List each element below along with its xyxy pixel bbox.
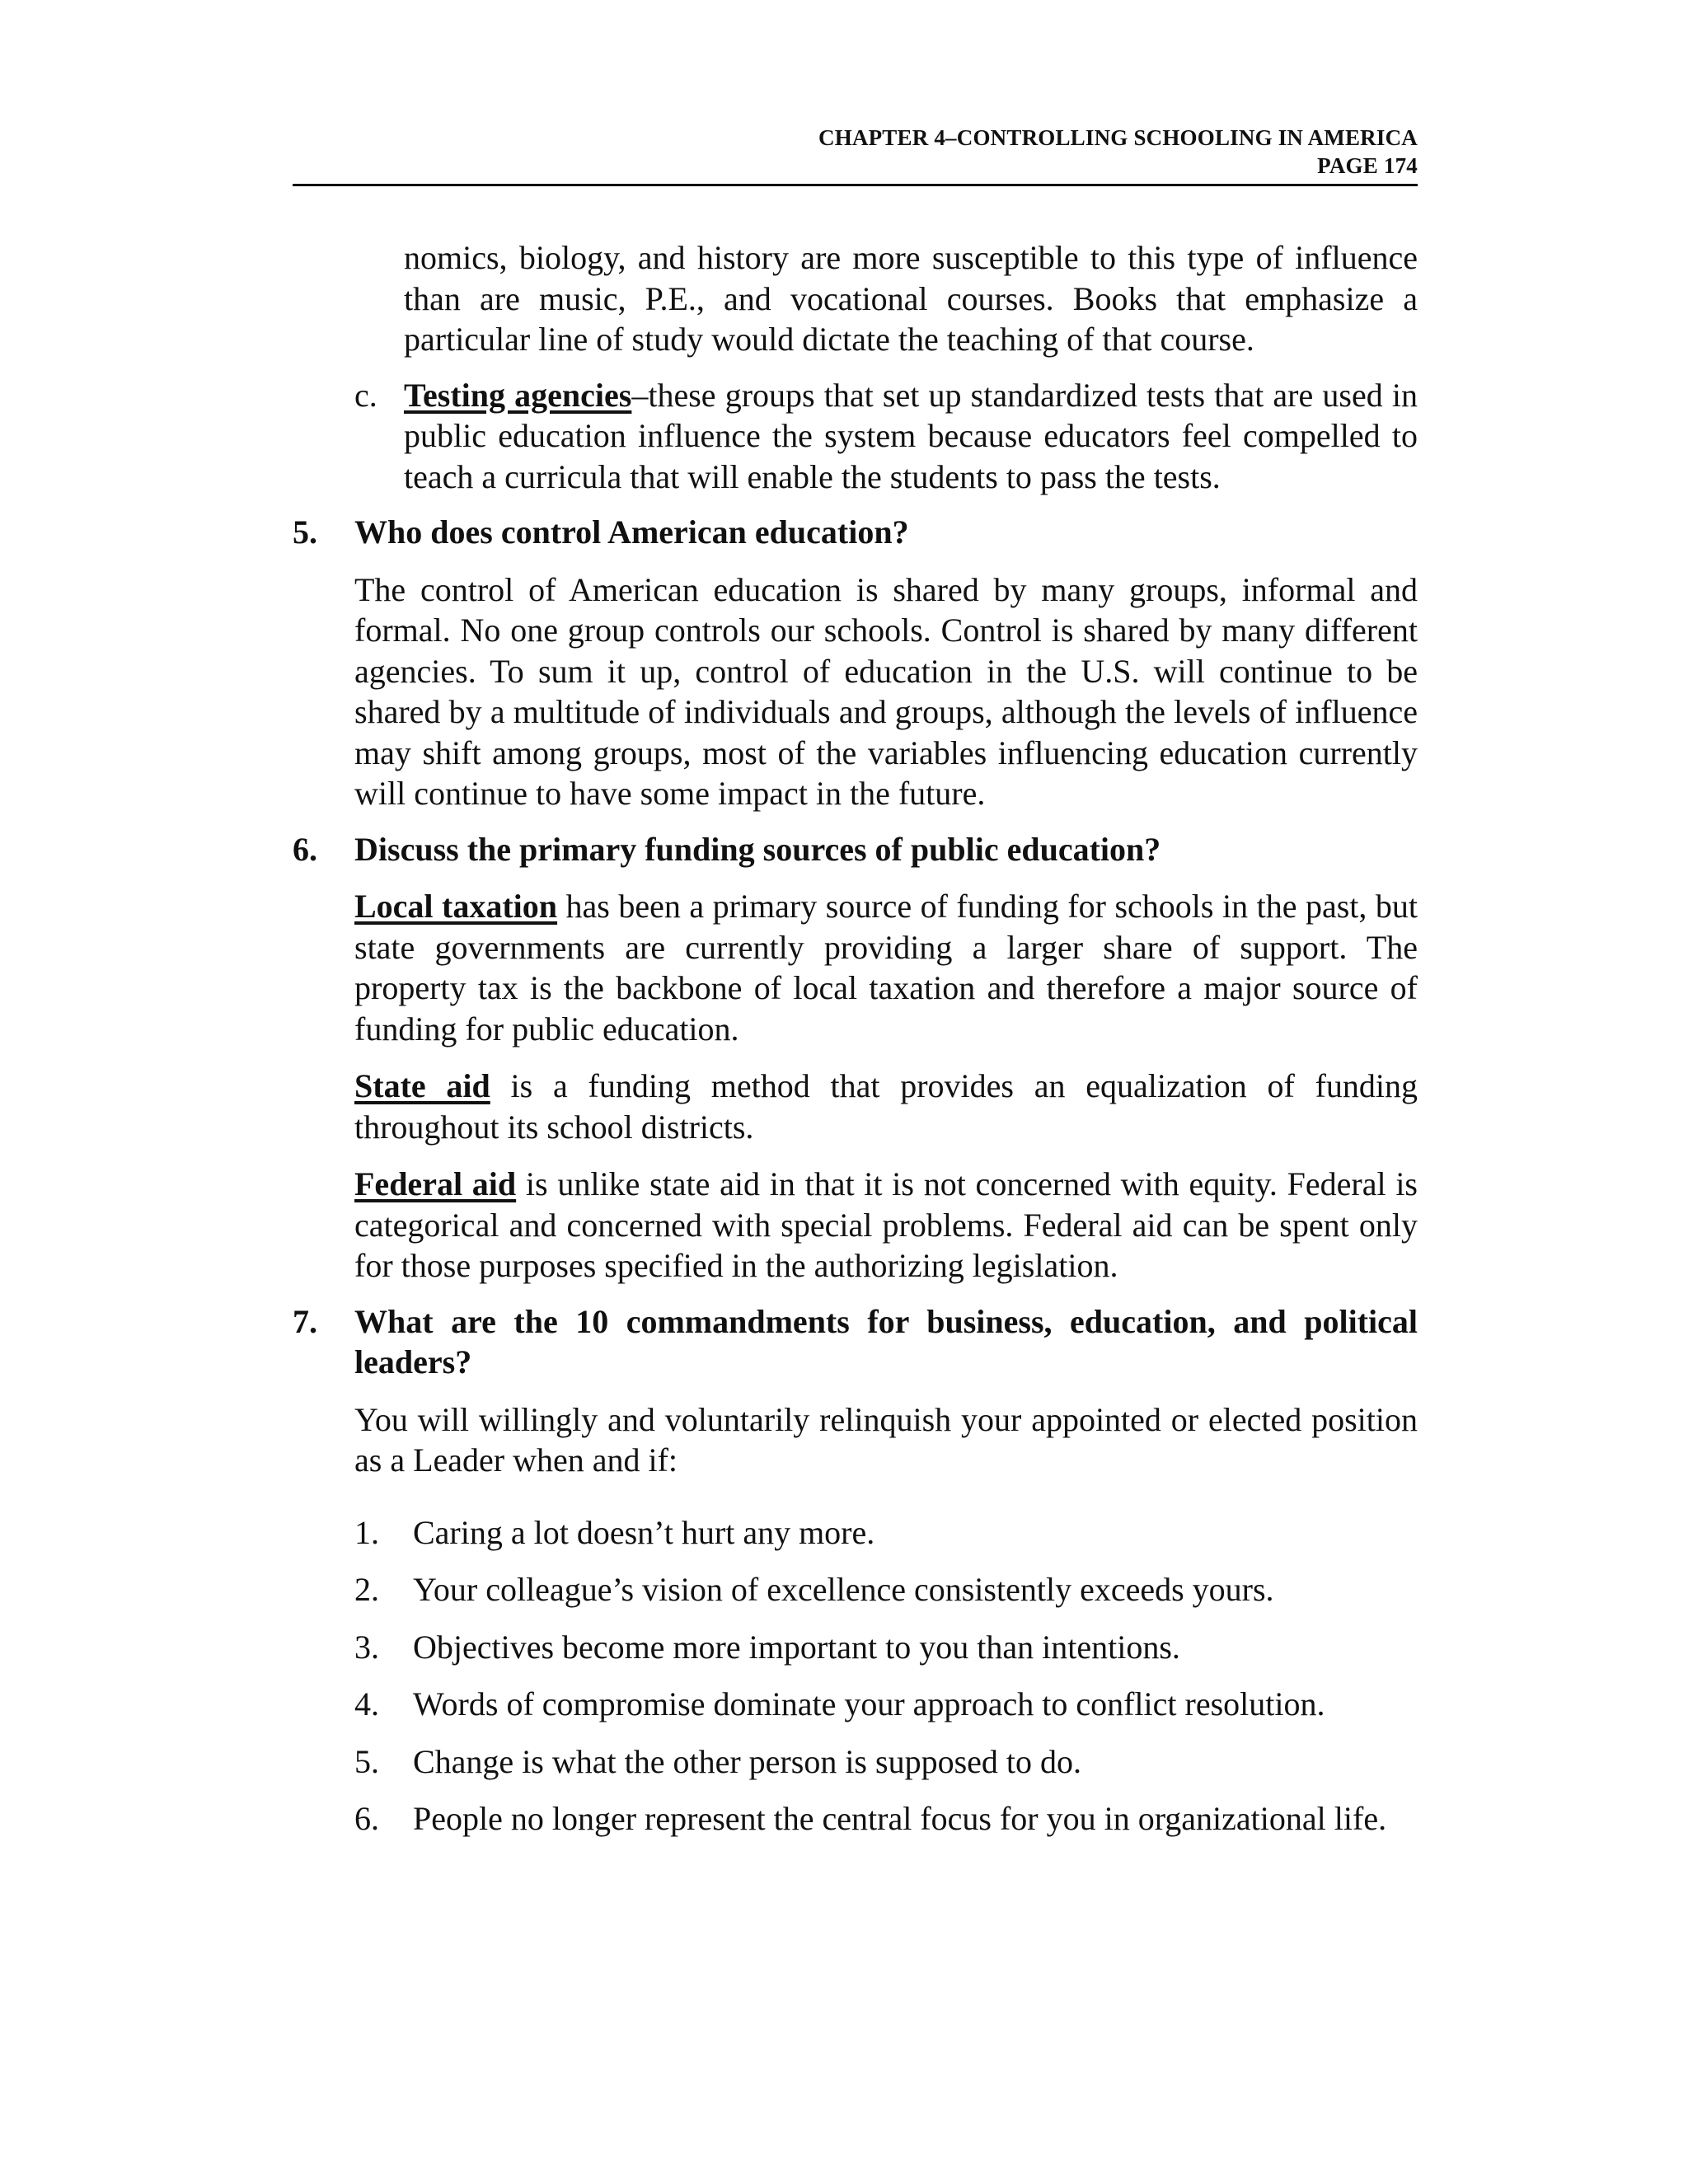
list-text: People no longer represent the central focus for you in organizational life.	[413, 1800, 1387, 1837]
chapter-title: CHAPTER 4–CONTROLLING SCHOOLING IN AMERICA	[818, 125, 1418, 150]
federal-aid-text: is unlike state aid in that it is not concerned with equity. Federal is categorical and concerned with special problems. Federal aid can be spent only for those purposes specified in the authorizing legislation.	[354, 1165, 1418, 1284]
answer-state-aid	[354, 1066, 1418, 1147]
page-body	[293, 237, 1418, 1840]
list-number: 1.	[354, 1513, 379, 1551]
answer-federal-aid	[354, 1164, 1418, 1286]
running-header	[293, 124, 1418, 180]
answer-local-taxation	[354, 886, 1418, 1049]
list-text: Caring a lot doesn’t hurt any more.	[413, 1513, 875, 1551]
list-number: 5.	[354, 1742, 379, 1780]
term-federal-aid: Federal aid	[354, 1165, 517, 1202]
question-text: What are the 10 commandments for business, education, and political leaders?	[354, 1302, 1418, 1380]
list-item	[354, 1512, 1418, 1554]
question-text: Discuss the primary funding sources of public education?	[354, 830, 1161, 868]
question-5	[293, 512, 1418, 553]
list-item	[354, 1798, 1418, 1840]
page-number: PAGE 174	[1317, 153, 1418, 178]
item-text	[404, 375, 1418, 498]
question-6	[293, 829, 1418, 870]
commandments-list	[354, 1512, 1418, 1840]
list-item	[354, 1627, 1418, 1668]
list-item	[354, 1684, 1418, 1725]
question-number: 5.	[293, 513, 317, 551]
question-7	[293, 1301, 1418, 1383]
answer-5: The control of American education is shared by many groups, informal and formal. No one group controls our schools. Control is shared by many different agencies. To sum it up, control of education in the U.S. will continue to be shared by a multitude of individuals and groups, although the levels of influence may shift among groups, most of the variables influencing education currently will continue to have some impact in the future.	[354, 570, 1418, 812]
question-number: 7.	[293, 1302, 317, 1340]
list-number: 2.	[354, 1571, 379, 1608]
term-local-taxation: Local taxation	[354, 888, 558, 925]
list-text: Objectives become more important to you than intentions.	[413, 1628, 1180, 1666]
list-item	[354, 1569, 1418, 1610]
header-rule	[293, 184, 1418, 186]
list-item	[354, 1741, 1418, 1783]
list-text: Words of compromise dominate your approach to conflict resolution.	[413, 1685, 1325, 1722]
answer-7-intro: You will willingly and voluntarily relinquish your appointed or elected position as a Leader when and if:	[354, 1400, 1418, 1479]
continued-paragraph: nomics, biology, and history are more susceptible to this type of influence than are music, P.E., and vocational courses. Books that emphasize a particular line of study would dictate the teaching of that course.	[404, 239, 1418, 358]
list-text: Your colleague’s vision of excellence consistently exceeds yours.	[413, 1571, 1274, 1608]
question-number: 6.	[293, 830, 317, 868]
list-number: 3.	[354, 1628, 379, 1666]
question-text: Who does control American education?	[354, 513, 909, 551]
local-taxation-text: has been a primary source of funding for schools in the past, but state governments are currently providing a larger share of support. The property tax is the backbone of local taxation and therefore a major source of funding for public education.	[354, 888, 1418, 1047]
list-item-c	[354, 375, 1418, 498]
list-number: 6.	[354, 1800, 379, 1837]
term-testing-agencies: Testing agencies	[404, 376, 632, 414]
list-number: 4.	[354, 1685, 379, 1722]
term-state-aid: State aid	[354, 1067, 490, 1104]
item-marker: c.	[354, 376, 377, 414]
state-aid-text: is a funding method that provides an equalization of funding throughout its school districts.	[354, 1067, 1418, 1146]
list-text: Change is what the other person is supposed to do.	[413, 1742, 1081, 1780]
item-description: –these groups that set up standardized tests that are used in public education influence the system because educators feel compelled to teach a curricula that will enable the students to pass the tests.	[404, 376, 1418, 495]
